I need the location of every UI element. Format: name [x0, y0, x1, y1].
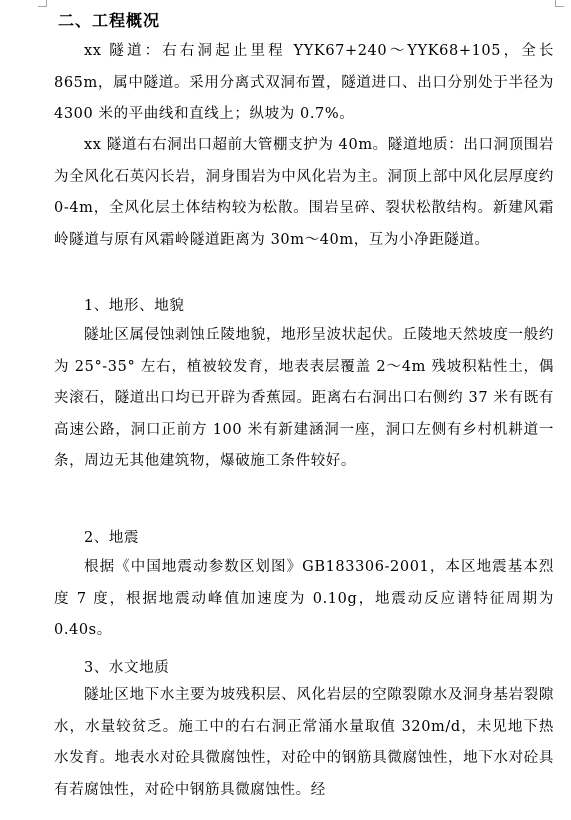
subheading-earthquake: 2、地震 [84, 530, 140, 546]
subheading-terrain: 1、地形、地貌 [84, 298, 185, 314]
paragraph-earthquake: 根据《中国地震动参数区划图》GB183306-2001，本区地震基本烈度 7 度，根据地震动峰值加速度为 0.10g，地震动反应谱特征周期为 0.40s。 [54, 559, 554, 638]
paragraph-hydrogeology: 隧址区地下水主要为坡残积层、风化岩层的空隙裂隙水及洞身基岩裂隙水，水量较贫乏。施工中的右右洞正常涌水量取值 320m/d，未见地下热水发育。地表水对砼具微腐蚀性，对砼中的钢筋具微腐蚀性，地下水对砼具有若腐蚀性，对砼中钢筋具微腐蚀性。经 [54, 687, 554, 798]
subheading-hydrogeology: 3、水文地质 [84, 660, 170, 676]
margin-corner-mark-right [555, 0, 564, 7]
margin-corner-mark-left [38, 0, 47, 7]
section-heading: 二、工程概况 [58, 11, 161, 30]
paragraph-geology: xx 隧道右右洞出口超前大管棚支护为 40m。隧道地质：出口洞顶围岩为全风化石英闪长岩，洞身围岩为中风化岩为主。洞顶上部中风化层厚度约 0-4m，全风化层土体结构较为松散。围岩呈碎、裂状松散结构。新建风霜岭隧道与原有风霜岭隧道距离为 30m～40m，互为小净距隧道。 [54, 137, 554, 248]
paragraph-overview: xx 隧道：右右洞起止里程 YYK67+240～YYK68+105，全长 865m，属中隧道。采用分离式双洞布置，隧道进口、出口分别处于半径为 4300 米的平曲线和直线上；纵坡为 0.7%。 [54, 43, 554, 122]
paragraph-terrain: 隧址区属侵蚀剥蚀丘陵地貌，地形呈波状起伏。丘陵地天然坡度一般约为 25°-35° 左右，植被较发育，地表表层覆盖 2～4m 残坡积粘性土，偶夹滚石，隧道出口均已开辟为香蕉园。距离右右洞出口右侧约 37 米有既有高速公路，洞口正前方 100 米有新建涵洞一座，洞口左侧有乡村机耕道一条，周边无其他建筑物，爆破施工条件较好。 [54, 327, 554, 469]
